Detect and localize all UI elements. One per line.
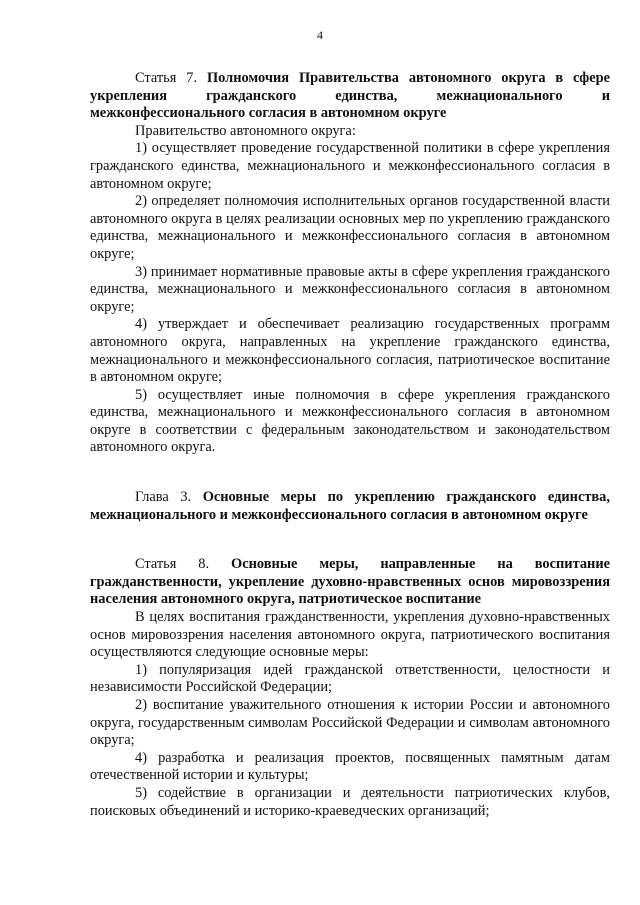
article-8-item: 2) воспитание уважительного отношения к истории России и автономного округа, государственным символам Российской Федерации и символам автономного округа;: [90, 697, 610, 749]
section-spacer: [90, 524, 610, 556]
article-7-intro: Правительство автономного округа:: [135, 122, 356, 139]
document-body: [90, 70, 610, 820]
article-8-item: 1) популяризация идей гражданской ответственности, целостности и независимости Российской Федерации;: [90, 661, 610, 696]
article-7-item: 3) принимает нормативные правовые акты в сфере укрепления гражданского единства, межнационального и межконфессионального согласия в автономном округе;: [90, 263, 610, 315]
article-7-item: 1) осуществляет проведение государственной политики в сфере укрепления гражданского единства, межнационального и межконфессионального согласия в автономном округе;: [90, 140, 610, 192]
article-8-label: Статья 8.: [135, 556, 210, 573]
article-8-item: 5) содействие в организации и деятельности патриотических клубов, поисковых объединений и историко-краеведческих организаций;: [90, 784, 610, 819]
article-7-item: 2) определяет полномочия исполнительных органов государственной власти автономного округа в целях реализации основных мер по укреплению гражданского единства, межнационального и межконфессионального согласия в автономном округе;: [90, 193, 610, 262]
article-7-item: 4) утверждает и обеспечивает реализацию государственных программ автономного округа, направленных на укрепление гражданского единства, межнационального и межконфессионального согласия, патриотическое воспитание в автономном округе;: [90, 316, 610, 386]
chapter-3-label: Глава 3.: [135, 489, 192, 506]
article-8-item: 4) разработка и реализация проектов, посвященных памятным датам отечественной истории и культуры;: [90, 749, 610, 784]
article-8-heading: [90, 556, 610, 609]
section-spacer: [90, 457, 610, 489]
article-7-heading: [90, 70, 610, 123]
article-8-intro: В целях воспитания гражданственности, укрепления духовно-нравственных основ мировоззрения населения автономного округа, патриотического воспитания осуществляются следующие основные меры:: [90, 609, 610, 661]
article-8-title: Основные меры, направленные на воспитание гражданственности, укрепление духовно-нравственных основ мировоззрения населения автономного округа, патриотическое воспитание: [90, 556, 610, 608]
article-7-label: Статья 7.: [135, 70, 198, 86]
page-number: 4: [317, 28, 323, 42]
article-7-item: 5) осуществляет иные полномочия в сфере укрепления гражданского единства, межнационального и межконфессионального согласия в автономном округе в соответствии с федеральным законодательством и законодательством автономного округа.: [90, 386, 610, 456]
chapter-3-heading: [90, 489, 610, 524]
chapter-3-title: Основные меры по укреплению гражданского единства, межнационального и межконфессионального согласия в автономном округе: [90, 489, 610, 523]
article-7-title: Полномочия Правительства автономного округа в сфере укрепления гражданского единства, межнационального и межконфессионального согласия в автономном округе: [90, 70, 610, 122]
